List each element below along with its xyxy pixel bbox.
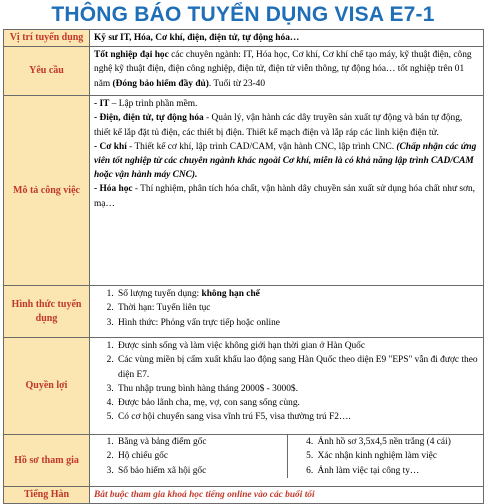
value-recruitment-form <box>90 286 484 338</box>
job-notice-table <box>3 29 484 504</box>
row-position <box>4 30 484 47</box>
list-item: 6. Ảnh làm việc tại công ty… <box>316 464 480 478</box>
job-chemistry-title: - Hóa học <box>94 184 133 195</box>
job-mechanical-title: - Cơ khí <box>94 141 127 152</box>
page-title: THÔNG BÁO TUYỂN DỤNG VISA E7-1 <box>51 3 435 26</box>
documents-right-column <box>287 435 480 478</box>
list-item: 2. Hộ chiếu gốc <box>116 449 287 463</box>
job-it-title: - IT <box>94 99 110 110</box>
label-position: Vị trí tuyển dụng <box>4 30 90 47</box>
requirement-text: các chuyên ngành: IT, Hóa học, Cơ khí, Cơ khí chế tạo máy, kỹ thuật điện, công nghệ kỹ thuật điện, điện công nghiệp, điện tử, điện tử viễn thông, tự động hóa… tốt nghiệp trên 01 năm <box>94 50 472 89</box>
list-item: 3. Thu nhập trung bình hàng tháng 2000$ - 3000$. <box>116 382 479 396</box>
label-requirements: Yêu cầu <box>4 47 90 96</box>
label-benefits: Quyền lợi <box>4 338 90 435</box>
job-electrical-text: - Quản lý, vận hành các dây truyền sản xuất tự động và bán tự động, thiết kế lắp đặt tủ điện, các thiết bị điện. Thiết kế mạch điện và lắp ráp các linh kiện điện tử. <box>94 113 463 138</box>
label-korean: Tiếng Hàn <box>4 487 90 504</box>
quantity-label: Số lượng tuyển dụng: <box>118 289 202 300</box>
job-electrical-title: - Điện, điện tử, tự động hóa <box>94 113 204 124</box>
list-item: 2. Thời hạn: Tuyển liên tục <box>116 301 479 315</box>
list-item: 4. Ảnh hồ sơ 3,5x4,5 nền trắng (4 cái) <box>316 435 480 449</box>
row-benefits <box>4 338 484 435</box>
list-item: 5. Có cơ hội chuyển sang visa vĩnh trú F5, visa thường trú F2…. <box>116 410 479 424</box>
label-documents: Hồ sơ tham gia <box>4 435 90 487</box>
job-mechanical-text: - Thiết kế cơ khí, lập trình CAD/CAM, vận hành CNC, lập trình CNC. <box>126 141 397 152</box>
value-position: Kỹ sư IT, Hóa, Cơ khí, điện, điện tử, tự động hóa… <box>90 30 484 47</box>
row-job-description <box>4 96 484 286</box>
label-job-description: Mô tả công việc <box>4 96 90 286</box>
value-job-description <box>90 96 484 286</box>
value-documents <box>90 435 484 487</box>
documents-left-column <box>94 435 287 478</box>
job-electrical <box>94 111 479 139</box>
list-item: 3. Sổ bảo hiểm xã hội gốc <box>116 464 287 478</box>
list-item: 3. Hình thức: Phỏng vấn trực tiếp hoặc online <box>116 316 479 330</box>
degree-requirement: Tốt nghiệp đại học <box>94 50 169 61</box>
row-requirements <box>4 47 484 96</box>
row-documents <box>4 435 484 487</box>
list-item: 2. Các vùng miền bị cấm xuất khẩu lao động sang Hàn Quốc theo diện E9 "EPS" vẫn đi được theo diện E7. <box>116 353 479 381</box>
list-item: 1. Được sinh sống và làm việc không giới hạn thời gian ở Hàn Quốc <box>116 339 479 353</box>
job-chemistry <box>94 182 479 210</box>
job-mechanical-note: (Chấp nhận các ứng viên tốt nghiệp từ các chuyên ngành khác ngoài Cơ khí, miễn là có khả năng lập trình CAD/CAM hoặc vận hành máy CNC). <box>94 141 477 181</box>
job-it-text: – Lập trình phần mềm. <box>109 99 198 110</box>
list-item: 1. Bằng và bảng điểm gốc <box>116 435 287 449</box>
row-recruitment-form <box>4 286 484 338</box>
row-korean <box>4 487 484 504</box>
job-chemistry-text: - Thí nghiệm, phân tích hóa chất, vận hành dây chuyền sản xuất sử dụng hóa chất như sơn, mạ… <box>94 184 476 209</box>
list-item <box>116 287 479 301</box>
value-requirements <box>90 47 484 96</box>
list-item: 5. Xác nhận kinh nghiệm làm việc <box>316 449 480 463</box>
job-it <box>94 97 479 111</box>
value-korean: Bắt buộc tham gia khoá học tiếng online vào các buổi tối <box>90 487 484 504</box>
quantity-value: không hạn chế <box>201 289 260 300</box>
job-mechanical <box>94 140 479 183</box>
age-requirement: . Tuổi từ 23-40 <box>208 78 266 89</box>
list-item: 4. Được bảo lãnh cha, mẹ, vợ, con sang sống cùng. <box>116 396 479 410</box>
label-recruitment-form: Hình thức tuyển dụng <box>4 286 90 338</box>
insurance-requirement: (Đóng bảo hiểm đầy đủ) <box>112 78 209 89</box>
value-benefits <box>90 338 484 435</box>
